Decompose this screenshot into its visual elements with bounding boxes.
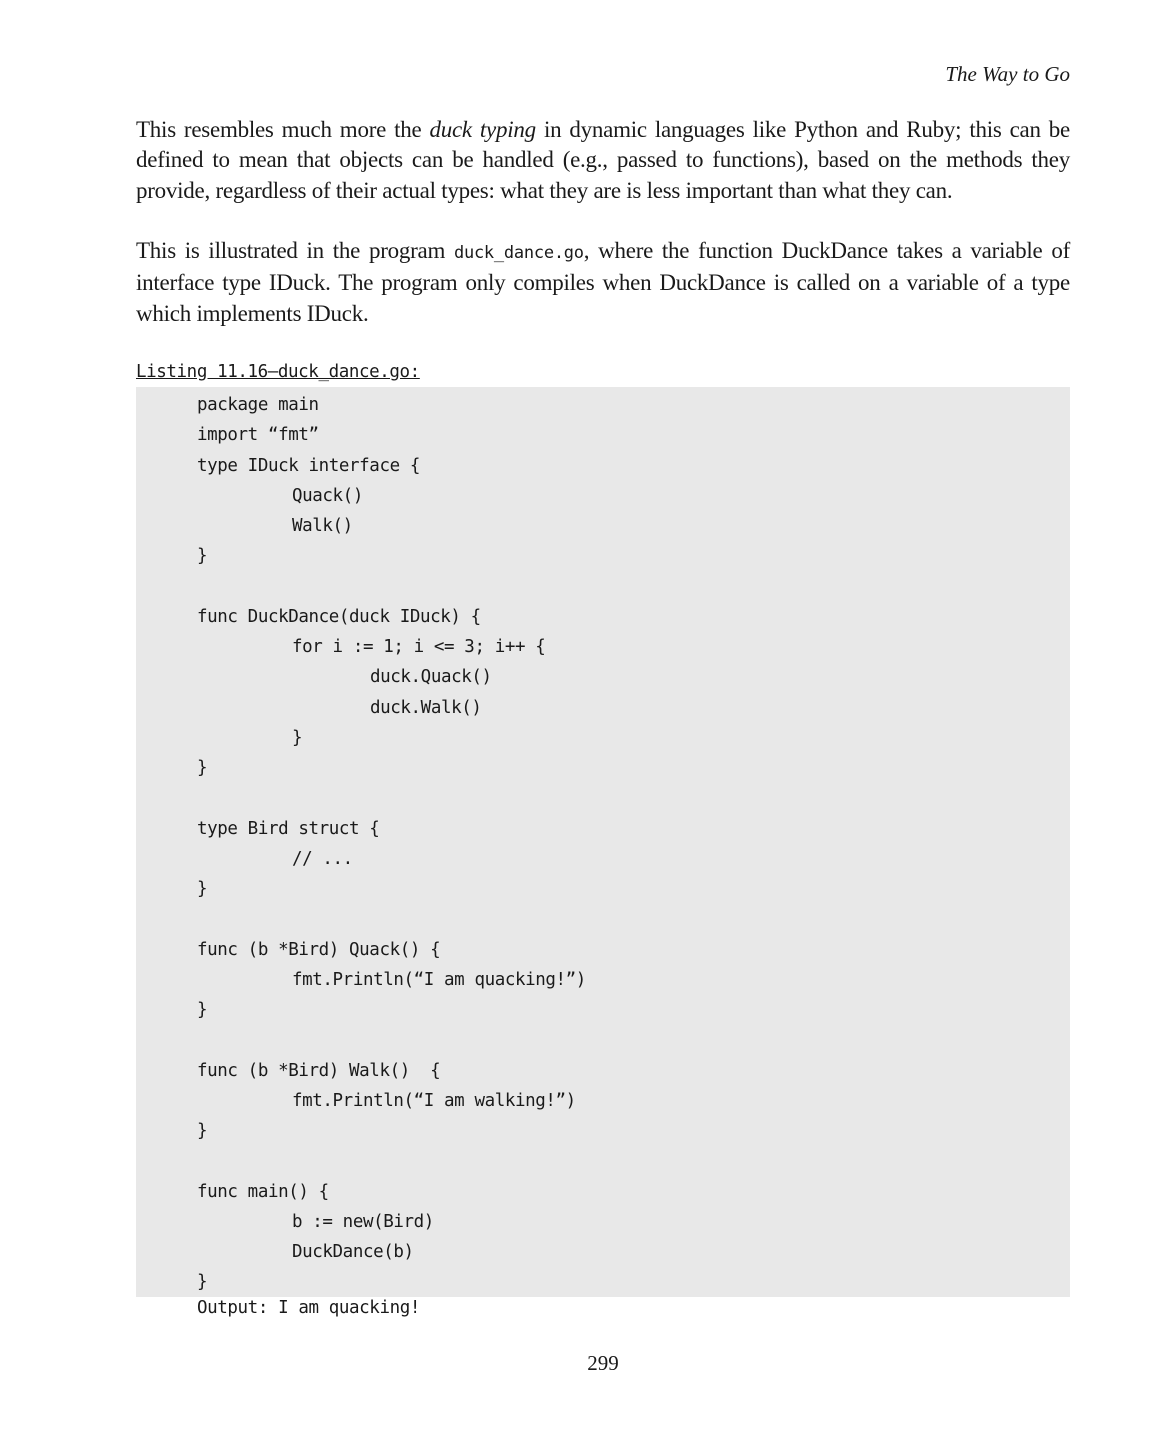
paragraph-text: This is illustrated in the program <box>136 238 454 263</box>
code-line: package main <box>197 395 319 415</box>
code-line <box>197 572 586 602</box>
running-header: The Way to Go <box>945 62 1070 86</box>
code-line: func (b *Bird) Walk() { <box>197 1060 441 1081</box>
code-line: // ... <box>292 848 353 869</box>
code-line: } <box>197 1121 208 1141</box>
code-line: Quack() <box>292 485 363 506</box>
code-line: fmt.Println(“I am walking!”) <box>292 1090 576 1111</box>
paragraph-text: in dynamic languages like Python and Ruby; this can be defined to mean that objects can be handled (e.g., passed to functions), based on the methods they provide, regardless of their actual types: what they are is less important than what they can. <box>136 117 1070 203</box>
code-line <box>197 1146 586 1176</box>
code-line: import “fmt” <box>197 425 319 446</box>
code-line: } <box>292 727 303 748</box>
code-line: } <box>197 879 208 899</box>
inline-code-filename: duck_dance.go <box>453 243 584 263</box>
code-line: func main() { <box>197 1181 329 1202</box>
code-line: type Bird struct { <box>197 818 380 839</box>
code-line: type IDuck interface { <box>197 455 420 476</box>
page-number: 299 <box>587 1351 619 1375</box>
code-line: } <box>197 758 208 778</box>
paragraph-text: This resembles much more the <box>136 117 430 142</box>
paragraph-text: , where the function DuckDance takes a variable of interface type IDuck. The program only compiles when DuckDance is called on a variable of a type which implements IDuck. <box>136 238 1070 326</box>
code-line: duck.Walk() <box>370 697 482 718</box>
paragraph-duck-dance <box>136 236 1070 329</box>
code-line: fmt.Println(“I am quacking!”) <box>292 969 586 990</box>
code-line <box>197 783 586 813</box>
emphasis-duck-typing: duck typing <box>429 117 536 142</box>
code-output: Output: I am quacking! <box>197 1298 420 1318</box>
code-block <box>197 390 586 1298</box>
code-line: } <box>197 1272 208 1293</box>
code-line: for i := 1; i <= 3; i++ { <box>292 637 546 657</box>
code-line <box>197 1025 586 1055</box>
code-line: DuckDance(b) <box>292 1242 414 1262</box>
code-line: duck.Quack() <box>370 667 492 688</box>
code-line: } <box>197 1000 208 1020</box>
code-line: func (b *Bird) Quack() { <box>197 939 441 960</box>
code-line: } <box>197 546 208 567</box>
code-line: b := new(Bird) <box>292 1211 434 1232</box>
listing-label: Listing 11.16—duck_dance.go: <box>136 362 420 382</box>
paragraph-duck-typing <box>136 115 1070 206</box>
code-line <box>197 904 586 934</box>
code-line: func DuckDance(duck IDuck) { <box>197 606 481 627</box>
code-line: Walk() <box>292 516 353 536</box>
